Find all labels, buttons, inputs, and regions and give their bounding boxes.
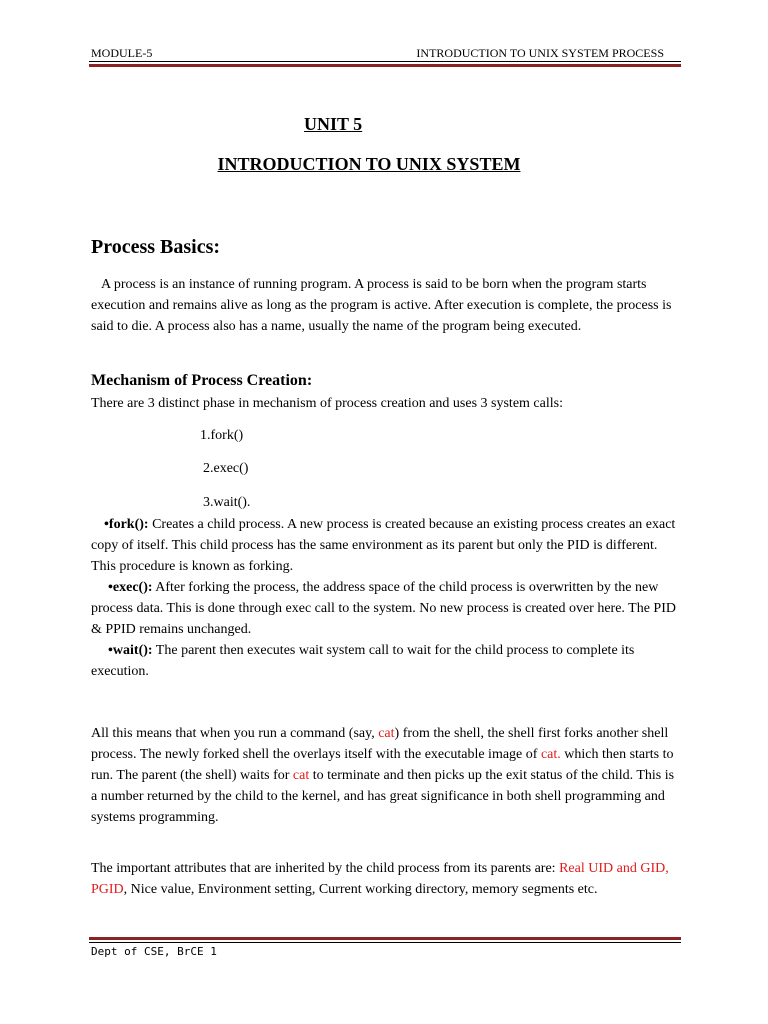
attr-highlight: Real UID and GID, PGID	[91, 861, 669, 897]
system-call-exec: 2.exec()	[203, 461, 249, 476]
header-module: MODULE-5	[91, 46, 153, 60]
definition-exec-text: After forking the process, the address space of the child process is overwritten by the new process data. This is done through exec call to the system. No new process is created over here. The PID & PPID remains unchanged.	[91, 580, 676, 637]
definition-exec	[91, 577, 681, 640]
footer-text: Dept of CSE, BrCE 1	[91, 945, 217, 958]
inherited-attributes-paragraph	[91, 858, 681, 900]
cat-highlight-3: cat	[292, 768, 310, 783]
definition-fork-text: Creates a child process. A new process is created because an existing process creates an exact copy of itself. This child process has the same environment as its parent but only the PID is different. This procedure is known as forking.	[91, 517, 676, 574]
definition-wait	[91, 640, 681, 682]
page-title-text: INTRODUCTION TO UNIX SYSTEM	[217, 154, 521, 174]
system-call-fork: 1.fork()	[200, 428, 244, 443]
process-basics-paragraph: A process is an instance of running program. A process is said to be born when the program starts execution and remains alive as long as the program is active. After execution is complete, the process is said to die. A process also has a name, usually the name of the program being executed.	[91, 277, 672, 334]
system-call-definitions	[91, 514, 681, 682]
header-title: INTRODUCTION TO UNIX SYSTEM PROCESS	[416, 46, 664, 60]
cat-text-1: All this means that when you run a command (say,	[91, 726, 379, 741]
footer-rule-thin	[89, 942, 681, 943]
definition-fork	[91, 514, 681, 577]
unit-title: UNIT 5	[304, 114, 363, 134]
attr-text-2: , Nice value, Environment setting, Current working directory, memory segments etc.	[123, 882, 598, 897]
page-title	[0, 154, 768, 175]
cat-text-3: which then starts to run. The parent (the shell) waits for	[91, 747, 674, 783]
attr-text-1: The important attributes that are inherited by the child process from its parents are:	[91, 861, 560, 876]
cat-highlight-1: cat	[378, 726, 395, 741]
section-heading-process-basics: Process Basics:	[91, 236, 221, 258]
definition-fork-term: •fork():	[104, 517, 149, 532]
section-heading-process-creation: Mechanism of Process Creation:	[91, 372, 313, 389]
cat-text-2: ) from the shell, the shell first forks another shell process. The newly forked shell the overlays itself with the executable image of	[91, 726, 669, 762]
system-call-wait: 3.wait().	[203, 495, 251, 510]
definition-wait-term: •wait():	[108, 643, 153, 658]
cat-example-paragraph	[91, 723, 681, 828]
cat-text-4: to terminate and then picks up the exit status of the child. This is a number returned by the child to the kernel, and has great significance in both shell programming and systems programming.	[91, 768, 675, 825]
footer-rule-thick	[89, 937, 681, 940]
cat-highlight-2: cat.	[540, 747, 561, 762]
definition-exec-term: •exec():	[108, 580, 153, 595]
header-rule-thin	[89, 61, 681, 62]
definition-wait-text: The parent then executes wait system call to wait for the child process to complete its execution.	[91, 643, 635, 679]
header-rule-thick	[89, 64, 681, 67]
process-creation-intro: There are 3 distinct phase in mechanism of process creation and uses 3 system calls:	[91, 396, 563, 411]
